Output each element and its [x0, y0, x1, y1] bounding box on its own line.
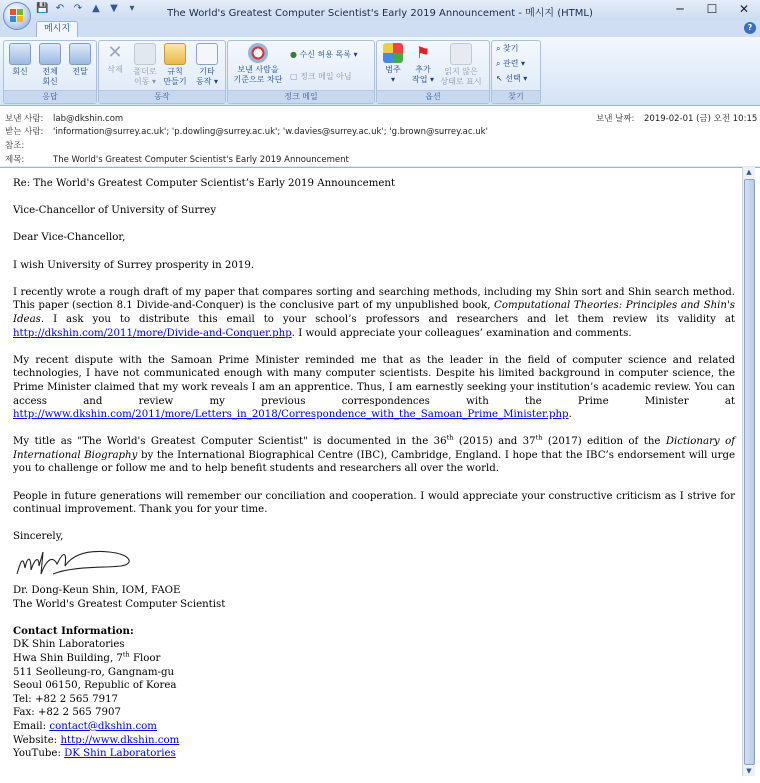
paragraph-1: I recently wrote a rough draft of my paper that compares sorting and searching methods, including my Shin sort and Shin search method. This paper (section 8.1 Divide-and-Conquer) is the conclusive part of my unpublished book, Computational Theories: Principles and Shin's Ideas. I ask you to distribute this email to your school’s professors and researchers and let them review its validity at http://dkshin.com/2011/more/Divide-and-Conquer.php. I would appreciate your colleagues’ examination and comments.	[13, 286, 735, 339]
select-button[interactable]: ↖ 선택 ▾	[496, 74, 528, 83]
from-value[interactable]: lab@dkshin.com	[53, 114, 124, 124]
forward-button[interactable]: 전달	[66, 43, 94, 77]
wish-line: I wish University of Surrey prosperity in 2019.	[13, 259, 255, 271]
find-button[interactable]: ⌕ 찾기	[496, 44, 519, 53]
ribbon	[0, 37, 760, 106]
group-label: 응답	[4, 90, 96, 103]
signature-name: Dr. Dong-Keun Shin, IOM, FAOE	[13, 585, 181, 597]
window-title: The World's Greatest Computer Scientist's Early 2019 Announcement - 메시지 (HTML)	[167, 8, 593, 19]
scroll-down-icon[interactable]: ▼	[746, 767, 752, 775]
redo-icon[interactable]: ↷	[73, 3, 83, 14]
reply-button[interactable]: 회신	[6, 43, 34, 77]
mark-unread-button[interactable]: 읽지 않은 상태로 표시	[437, 43, 485, 87]
salutation: Dear Vice-Chancellor,	[13, 232, 126, 244]
contact-email: Email: contact@dkshin.com	[13, 720, 157, 732]
re-line: Re: The World's Greatest Computer Scientist’s Early 2019 Announcement	[13, 178, 396, 189]
other-actions-icon	[196, 43, 218, 65]
recipient-line: Vice-Chancellor of University of Surrey	[13, 205, 217, 217]
down-arrow-icon[interactable]: ▼	[110, 3, 118, 14]
cc-row: 참조:	[5, 141, 25, 151]
handwritten-signature	[13, 544, 143, 582]
flag-icon: ⚑	[415, 43, 431, 62]
title-bar	[0, 0, 760, 20]
not-junk-icon: ▢	[290, 72, 298, 81]
message-body	[0, 167, 760, 783]
youtube-link[interactable]: DK Shin Laboratories	[64, 748, 176, 760]
save-icon[interactable]: 💾	[36, 3, 49, 14]
closing: Sincerely,	[13, 531, 64, 543]
contact-org: DK Shin Laboratories	[13, 639, 125, 651]
follow-up-button[interactable]: ⚑ 추가 작업 ▾	[411, 43, 434, 84]
contact-street: 511 Seolleung-ro, Gangnam-gu	[13, 666, 175, 678]
subject-value: The World's Greatest Computer Scientist's Early 2019 Announcement	[53, 155, 349, 165]
scroll-thumb[interactable]	[744, 179, 755, 765]
block-sender-icon	[248, 43, 268, 63]
close-button[interactable]: ✕	[738, 2, 750, 16]
categorize-button[interactable]: 범주 ▾	[379, 43, 407, 85]
contact-website: Website: http://www.dkshin.com	[13, 734, 180, 746]
contact-youtube: YouTube: DK Shin Laboratories	[13, 748, 176, 760]
divide-and-conquer-link[interactable]: http://dkshin.com/2011/more/Divide-and-Conquer.php	[13, 327, 292, 339]
minimize-button[interactable]: ─	[676, 2, 684, 16]
delete-icon: ✕	[107, 42, 123, 63]
contact-heading: Contact Information:	[13, 624, 134, 637]
to-value[interactable]: 'information@surrey.ac.uk'; 'p.dowling@surrey.ac.uk'; 'w.davies@surrey.ac.uk'; 'g.brown@surrey.ac.uk'	[53, 127, 488, 137]
group-options	[376, 40, 490, 104]
group-label: 동작	[99, 90, 225, 103]
move-to-folder-button[interactable]: 폴더로 이동 ▾	[131, 43, 159, 87]
group-label: 옵션	[377, 90, 489, 103]
categorize-icon	[383, 43, 403, 63]
group-actions	[98, 40, 226, 104]
office-button[interactable]	[3, 2, 31, 30]
help-icon[interactable]: ?	[744, 22, 756, 34]
delete-button[interactable]: ✕ 삭제	[101, 43, 129, 75]
rule-icon	[164, 43, 186, 65]
group-junk	[227, 40, 375, 104]
email-link[interactable]: contact@dkshin.com	[49, 720, 157, 732]
group-label: 찾기	[492, 90, 540, 103]
paragraph-2: My recent dispute with the Samoan Prime Minister reminded me that as the leader in the field of computer science and related technologies, I have not communicated enough with many computer scientists. Despite his limited background in computer science, the Prime Minister claimed that my work reveals I am an apprentice. Thus, I am earnestly seeking your institution’s academic review. You can access and review my previous correspondences with the Prime Minister at http://www.dkshin.com/2011/more/Letters_in_2018/Correspondence_with_the_Samoan_Prime_Minister.php.	[13, 354, 735, 421]
scroll-up-icon[interactable]: ▲	[746, 168, 752, 176]
up-arrow-icon[interactable]: ▲	[92, 3, 100, 14]
other-actions-button[interactable]: 기타 동작 ▾	[193, 43, 221, 87]
related-icon: ⌕	[496, 59, 501, 68]
create-rule-button[interactable]: 규칙 만들기	[161, 43, 189, 87]
binoculars-icon: ⌕	[496, 44, 501, 53]
signature-title: The World's Greatest Computer Scientist	[13, 598, 226, 610]
reply-icon	[9, 43, 31, 65]
message-content	[13, 177, 735, 761]
reply-all-button[interactable]: 전체 회신	[36, 43, 64, 87]
to-row: 받는 사람: 'information@surrey.ac.uk'; 'p.dowling@surrey.ac.uk'; 'w.davies@surrey.ac.uk'; 'g.brown@surrey.ac.uk'	[5, 127, 488, 137]
tab-message[interactable]: 메시지	[36, 21, 78, 38]
safe-list-icon: ●	[290, 50, 297, 59]
paragraph-4: People in future generations will remember our conciliation and cooperation. I would appreciate your constructive criticism as I strive for continual improvement. Thank you for your time.	[13, 490, 735, 516]
forward-icon	[69, 43, 91, 65]
paragraph-3: My title as "The World's Greatest Computer Scientist" is documented in the 36th (2015) and 37th (2017) edition of the Dictionary of International Biography by the International Biographical Centre (IBC), Cambridge, England. I hope that the IBC’s endorsement will urge you to challenge or follow me and to help benefit students and researchers all over the world.	[13, 433, 735, 475]
group-respond	[3, 40, 97, 104]
message-headers	[0, 106, 760, 166]
ribbon-tab-row	[0, 20, 760, 37]
sent-row: 보낸 날짜: 2019-02-01 (금) 오전 10:15	[596, 114, 758, 124]
block-sender-button[interactable]: 보낸 사람을 기준으로 차단	[230, 43, 286, 85]
reply-all-icon	[39, 43, 61, 65]
not-junk-button[interactable]: ▢ 정크 메일 아님	[290, 72, 352, 81]
correspondence-link[interactable]: http://www.dkshin.com/2011/more/Letters_in_2018/Correspondence_with_the_Samoan_Prime_Minister.php	[13, 409, 569, 421]
safe-list-button[interactable]: ● 수신 허용 목록 ▾	[290, 50, 358, 59]
subject-row: 제목: The World's Greatest Computer Scientist's Early 2019 Announcement	[5, 155, 349, 165]
mark-unread-icon	[450, 43, 472, 65]
group-label: 정크 메일	[228, 90, 374, 103]
signature-image	[13, 544, 735, 584]
select-icon: ↖	[496, 74, 503, 83]
from-row: 보낸 사람: lab@dkshin.com	[5, 114, 124, 124]
contact-building: Hwa Shin Building, 7th Floor	[13, 650, 161, 664]
contact-city: Seoul 06150, Republic of Korea	[13, 680, 177, 692]
website-link[interactable]: http://www.dkshin.com	[60, 734, 180, 746]
folder-icon	[134, 43, 156, 65]
sent-value: 2019-02-01 (금) 오전 10:15	[644, 114, 758, 124]
maximize-button[interactable]: ☐	[706, 2, 718, 16]
group-find	[491, 40, 541, 104]
contact-fax: Fax: +82 2 565 7907	[13, 707, 121, 719]
qat-customize-icon[interactable]: ▾	[129, 3, 135, 14]
related-button[interactable]: ⌕ 관련 ▾	[496, 59, 526, 68]
contact-tel: Tel: +82 2 565 7917	[13, 693, 119, 705]
vertical-scrollbar[interactable]	[742, 167, 755, 776]
undo-icon[interactable]: ↶	[55, 3, 65, 14]
